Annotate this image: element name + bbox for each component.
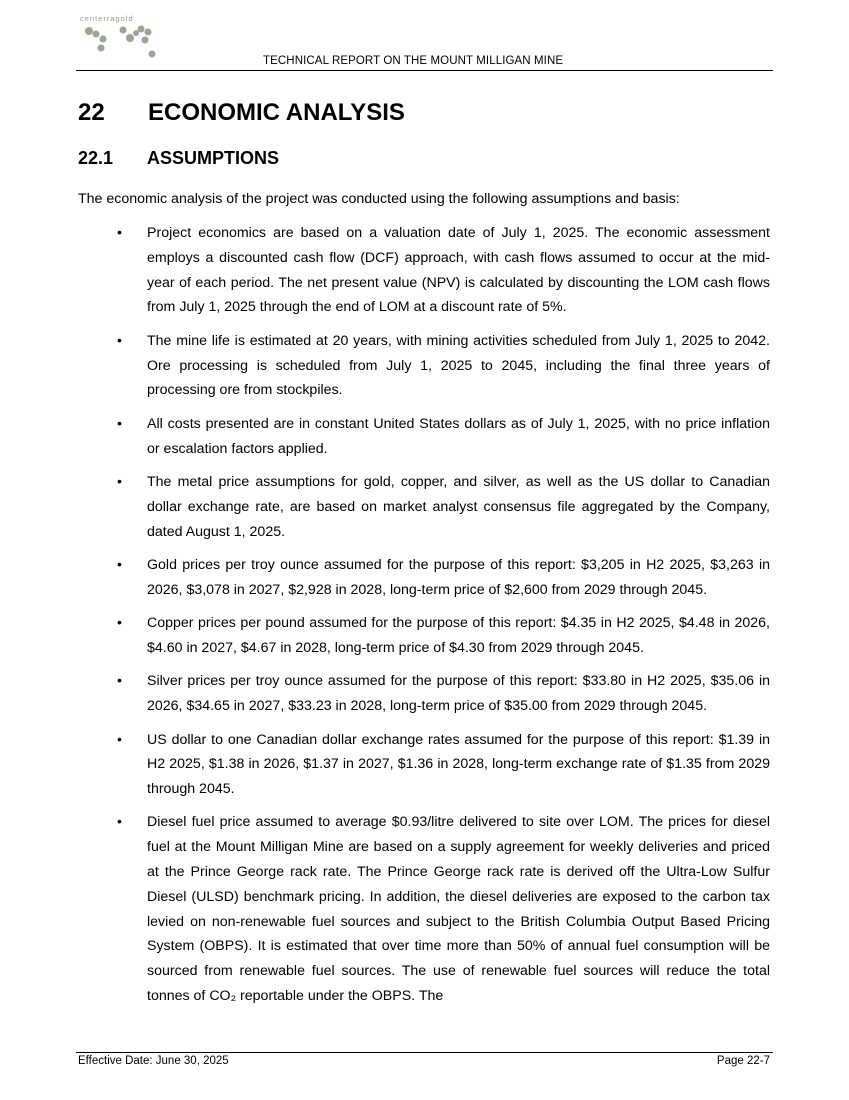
list-item-text: US dollar to one Canadian dollar exchange rates assumed for the purpose of this report: $1.39 in H2 2025, $1.38 in 2026, $1.37 in 2027, $1.36 in 2028, long-term exchange rate of $1.35 from 2029 through 2045. <box>147 731 770 798</box>
list-item <box>110 669 770 719</box>
assumptions-list <box>110 221 770 1017</box>
header-divider <box>76 70 773 71</box>
list-item <box>110 470 770 544</box>
bullet-icon: • <box>117 225 122 241</box>
list-item-text: All costs presented are in constant United States dollars as of July 1, 2025, with no price inflation or escalation factors applied. <box>147 415 770 457</box>
bullet-icon: • <box>117 473 122 490</box>
bullet-icon: • <box>117 415 122 432</box>
effective-date: Effective Date: June 30, 2025 <box>78 1055 229 1067</box>
list-item <box>110 728 770 802</box>
list-item-text: Gold prices per troy ounce assumed for the purpose of this report: $3,205 in H2 2025, $3,263 in 2026, $3,078 in 2027, $2,928 in 2028, long-term price of $2,600 from 2029 through 2045. <box>147 556 770 598</box>
list-item <box>110 611 770 661</box>
list-item <box>110 553 770 603</box>
logo-text: centerragold <box>80 14 134 23</box>
bullet-icon: • <box>117 731 122 748</box>
subsection-heading <box>78 148 279 169</box>
list-item-text: Silver prices per troy ounce assumed for the purpose of this report: $33.80 in H2 2025, $35.06 in 2026, $34.65 in 2027, $33.23 in 2028, long-term price of $35.00 from 2029 through 2045. <box>147 673 770 715</box>
page-number: Page 22-7 <box>716 1055 770 1067</box>
list-item-text: Copper prices per pound assumed for the purpose of this report: $4.35 in H2 2025, $4.48 in 2026, $4.60 in 2027, $4.67 in 2028, long-term price of $4.30 from 2029 through 2045. <box>147 615 770 656</box>
list-item <box>110 412 770 462</box>
bullet-icon: • <box>117 814 122 831</box>
section-heading <box>78 99 405 127</box>
bullet-icon: • <box>117 673 122 690</box>
section-number: 22 <box>78 99 105 126</box>
intro-paragraph: The economic analysis of the project was conducted using the following assumptions and basis: <box>78 191 680 207</box>
subsection-number: 22.1 <box>78 148 114 168</box>
list-item <box>110 329 770 403</box>
list-item <box>110 810 770 1008</box>
list-item <box>110 221 770 320</box>
list-item-text: The mine life is estimated at 20 years, with mining activities scheduled from July 1, 2025 to 2042. Ore processing is scheduled from July 1, 2025 to 2045, including the final three years of processing ore from stockpiles. <box>147 332 770 399</box>
list-item-text: The metal price assumptions for gold, copper, and silver, as well as the US dollar to Canadian dollar exchange rate, are based on market analyst consensus file aggregated by the Company, dated August 1, 2025. <box>147 473 770 540</box>
bullet-icon: • <box>117 556 122 573</box>
footer-divider <box>76 1052 773 1053</box>
bullet-icon: • <box>117 332 122 349</box>
report-header-title: TECHNICAL REPORT ON THE MOUNT MILLIGAN MINE <box>263 55 564 67</box>
section-title: ECONOMIC ANALYSIS <box>148 99 405 126</box>
company-logo <box>80 14 170 64</box>
logo-dots-icon <box>80 24 170 64</box>
list-item-text: Project economics are based on a valuation date of July 1, 2025. The economic assessment employs a discounted cash flow (DCF) approach, with cash flows assumed to occur at the mid-year of each period. The net present value (NPV) is calculated by discounting the LOM cash flows from July 1, 2025 through the end of LOM at a discount rate of 5%. <box>147 225 770 316</box>
subsection-title: ASSUMPTIONS <box>147 148 280 168</box>
list-item-text: Diesel fuel price assumed to average $0.93/litre delivered to site over LOM. The prices for diesel fuel at the Mount Milligan Mine are based on a supply agreement for weekly deliveries and priced at the Prince George rack rate. The Prince George rack rate is derived off the Ultra-Low Sulfur Diesel (ULSD) benchmark pricing. In addition, the diesel deliveries are exposed to the carbon tax levied on non-renewable fuel sources and subject to the British Columbia Output Based Pricing System (OBPS). It is estimated that over time more than 50% of annual fuel consumption will be sourced from renewable fuel sources. The use of renewable fuel sources will reduce the total tonnes of CO₂ reportable under the OBPS. The <box>147 814 770 1005</box>
bullet-icon: • <box>117 615 122 632</box>
